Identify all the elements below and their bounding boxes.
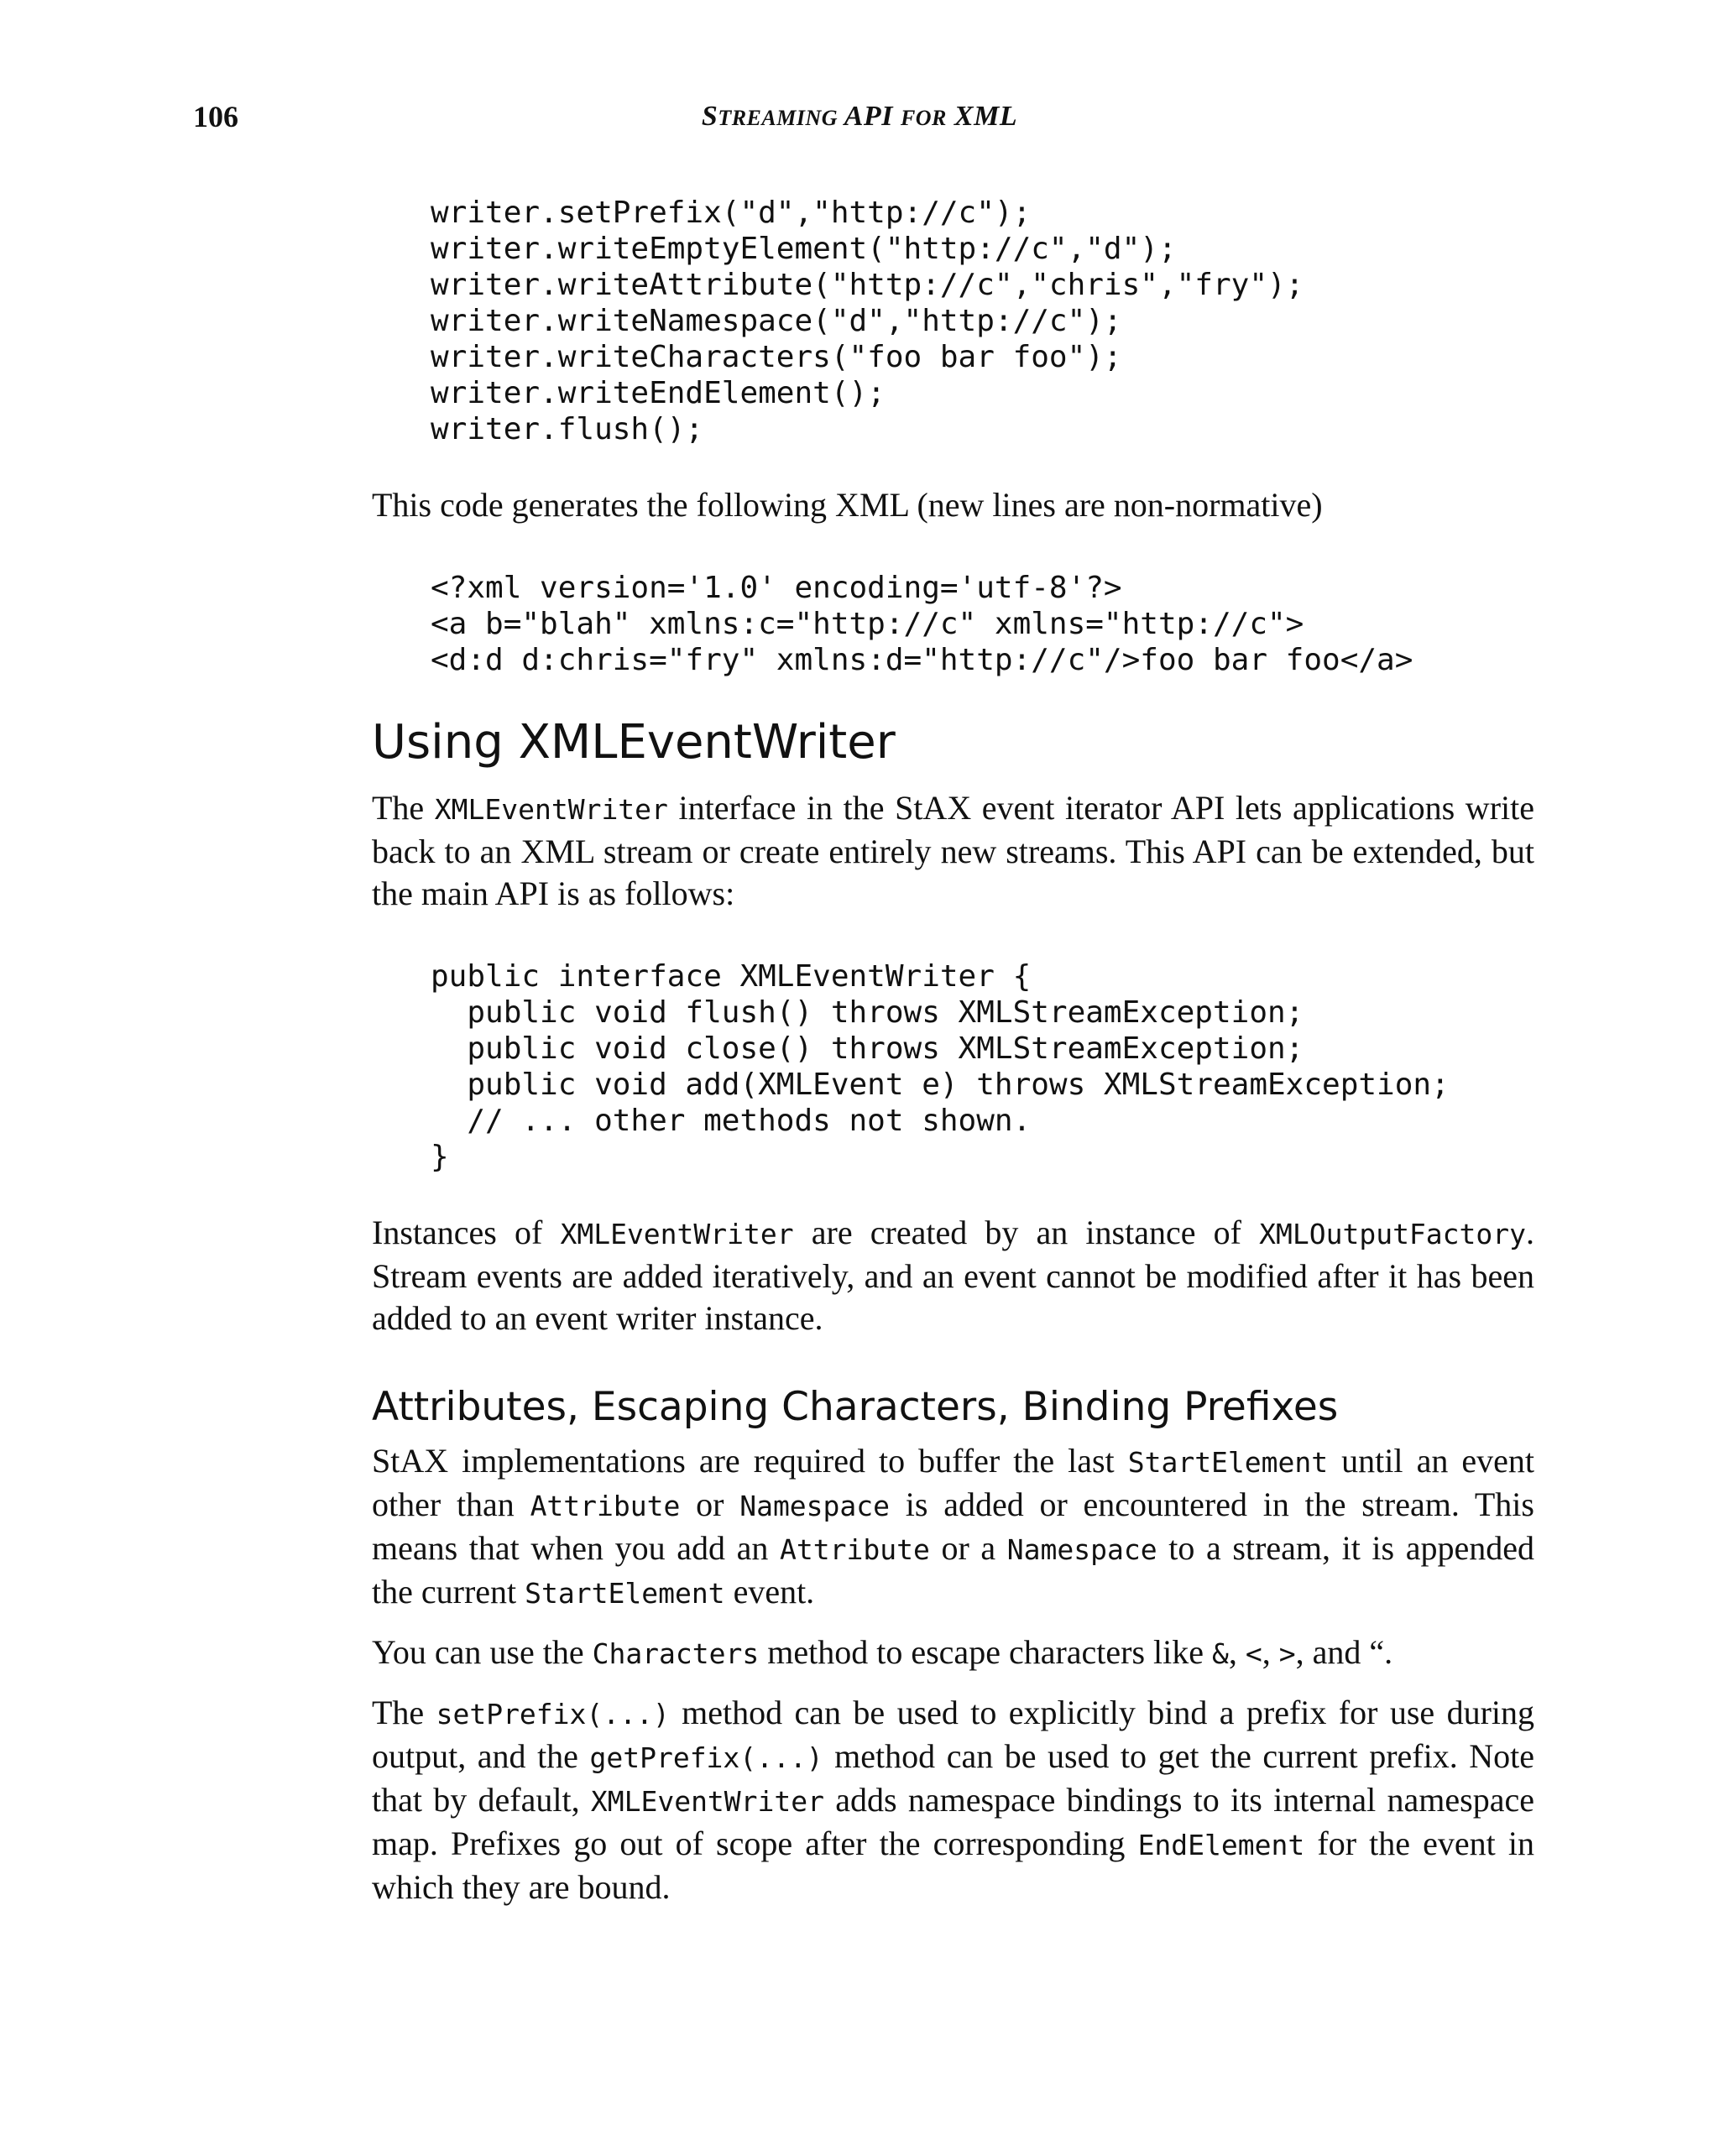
running-head-cap-s: S <box>701 101 718 132</box>
code-run: Namespace <box>739 1490 891 1522</box>
paragraph-xmleventwriter-intro <box>372 787 1534 915</box>
code-run: getPrefix(...) <box>589 1741 823 1774</box>
text-run: method can be used to explicitly bind a prefix for use during output, and the <box>372 1694 1535 1775</box>
paragraph-set-prefix <box>372 1692 1534 1908</box>
code-block-xml-output: <?xml version='1.0' encoding='utf-8'?> <a b="blah" xmlns:c="http://c" xmlns="http://c"> <d:d d:chris="fry" xmlns:d="http://c"/>foo bar foo</a> <box>431 571 1413 677</box>
running-head-smallcaps-for: FOR <box>900 106 947 130</box>
text-column <box>372 195 1534 1908</box>
subsection-heading-attributes: Attributes, Escaping Characters, Binding Prefixes <box>372 1384 1339 1430</box>
code-run: & <box>1212 1637 1229 1670</box>
code-run: > <box>1278 1637 1296 1670</box>
text-run: The <box>372 1694 436 1731</box>
text-run: or a <box>929 1529 1007 1567</box>
running-head <box>0 101 1719 133</box>
code-run: Attribute <box>530 1490 681 1522</box>
code-run: < <box>1245 1637 1262 1670</box>
text-run: for the event in which they are bound. <box>372 1825 1535 1906</box>
code-block-interface-definition: public interface XMLEventWriter { public void flush() throws XMLStreamException; public void close() throws XMLStreamException; public void add(XMLEvent e) throws XMLStreamException; // ... other methods not shown. } <box>431 959 1450 1174</box>
code-run: Characters <box>592 1637 760 1670</box>
text-run: adds namespace bindings to its internal namespace map. Prefixes go out of scope after the corresponding <box>372 1781 1534 1862</box>
text-run: StAX implementations are required to buffer the last <box>372 1442 1128 1480</box>
code-run: XMLOutputFactory <box>1259 1218 1527 1250</box>
text-run: , and “. <box>1295 1633 1393 1671</box>
text-run: until an event other than <box>372 1442 1534 1523</box>
text-run: method to escape characters like <box>759 1633 1213 1671</box>
text-run: The <box>372 789 435 827</box>
text-run: are created by an instance of <box>793 1214 1260 1251</box>
text-run: , <box>1228 1633 1246 1671</box>
code-block-writer-calls: writer.setPrefix("d","http://c"); writer.writeEmptyElement("http://c","d"); writer.writeAttribute("http://c","chris","fry"); writer.writeNamespace("d","http://c"); writer.writeCharacters("foo bar foo"); writer.writeEndElement(); writer.flush(); <box>431 196 1304 446</box>
text-run: . Stream events are added iteratively, and an event cannot be modified after it has been added to an event writer instance. <box>372 1214 1535 1337</box>
code-run: StartElement <box>525 1577 725 1610</box>
text-run: Instances of <box>372 1214 561 1251</box>
page-number: 106 <box>193 100 238 133</box>
code-run: XMLEventWriter <box>590 1785 825 1818</box>
text-run: method can be used to get the current prefix. Note that by default, <box>372 1737 1534 1819</box>
code-run: Attribute <box>780 1533 930 1566</box>
code-run: XMLEventWriter <box>560 1218 794 1250</box>
running-head-xml: XML <box>946 101 1018 132</box>
text-run: event. <box>724 1573 815 1610</box>
running-head-api: API <box>838 101 901 132</box>
paragraph-buffer-startelement <box>372 1440 1534 1615</box>
code-run: StartElement <box>1127 1446 1329 1479</box>
code-run: setPrefix(...) <box>436 1698 670 1731</box>
text-run: You can use the <box>372 1633 593 1671</box>
text-run: to a stream, it is appended the current <box>372 1529 1534 1610</box>
text-run: interface in the StAX event iterator API lets applications write back to an XML stream or create entirely new streams. This API can be extended, but the main API is as follows: <box>372 789 1534 912</box>
text-run: is added or encountered in the stream. This means that when you add an <box>372 1485 1534 1567</box>
text-run: , <box>1262 1633 1279 1671</box>
code-run: XMLEventWriter <box>434 793 668 826</box>
code-run: EndElement <box>1137 1829 1305 1861</box>
section-heading-using-xmleventwriter: Using XMLEventWriter <box>372 715 896 770</box>
running-head-smallcaps-streaming: TREAMING <box>718 106 839 130</box>
text-run: or <box>680 1485 740 1523</box>
paragraph-escape-characters <box>372 1631 1534 1675</box>
paragraph-instances <box>372 1212 1534 1339</box>
paragraph-generated-xml-intro: This code generates the following XML (new lines are non-normative) <box>372 486 1323 524</box>
code-run: Namespace <box>1006 1533 1157 1566</box>
